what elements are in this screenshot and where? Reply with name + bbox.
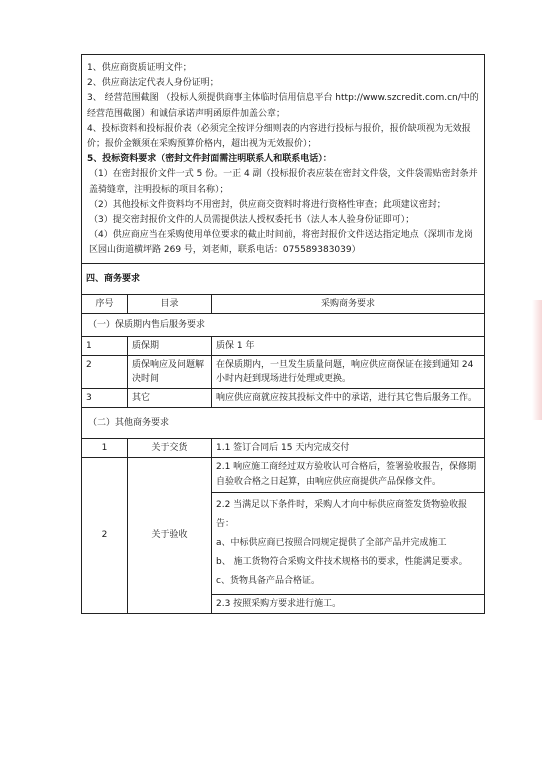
requirement-item: 4、投标资料和投标报价表（必须完全按评分细则表的内容进行投标与报价，报价缺项视为无效报价；报价金额须在采购预算价格内，超出视为无效报价）； [87,123,471,150]
row-content: 在保质期内，一旦发生质量问题，响应供应商保证在接到通知 24 小时内赶到现场进行处理或更换。 [212,355,485,388]
row-content: 1.1 签订合同后 15 天内完成交付 [212,438,485,457]
row-no: 2 [82,457,128,613]
requirement-item: （4）供应商应当在采购使用单位要求的截止时间前，将密封报价文件送达指定地点（深圳市龙岗区园山街道横坪路 269 号，刘老师，联系电话：075589383039） [89,230,473,256]
requirement-item: 1、供应商资质证明文件； [87,63,192,73]
section-title: 四、商务要求 [82,263,485,294]
row-item: 质保响应及问题解决时间 [128,355,212,388]
row-no: 2 [82,355,128,388]
header-no: 序号 [82,294,128,313]
acceptance-clause-2-1: 2.1 响应施工商经过双方验收认可合格后，签署验收报告，保修期自验收合格之日起算，由响应供应商提供产品保修文件。 [212,457,485,492]
header-content: 采购商务要求 [212,294,485,313]
row-no: 3 [82,388,128,407]
sub-section-warranty: （一）保质期内售后服务要求 [82,313,485,336]
row-no: 1 [82,336,128,355]
acceptance-clause-2-2 [212,492,485,594]
row-item: 质保期 [128,336,212,355]
row-item: 关于验收 [128,457,212,613]
seal-stamp-edge [532,300,542,420]
row-content: 质保 1 年 [212,336,485,355]
acceptance-intro: 2.2 当满足以下条件时，采购人才向中标供应商签发货物验收报告： [216,499,468,529]
tender-document-table [81,54,485,614]
acceptance-clause-2-3: 2.3 按照采购方要求进行施工。 [212,594,485,613]
requirement-item: 5、投标资料要求（密封文件封面需注明联系人和联系电话）： [87,154,332,165]
acceptance-condition-a: a、中标供应商已按照合同规定提供了全部产品并完成施工 [216,537,447,548]
row-content: 响应供应商就应按其投标文件中的承诺，进行其它售后服务工作。 [212,388,485,407]
row-item: 其它 [128,388,212,407]
acceptance-condition-b: b、 施工货物符合采购文件技术规格书的要求，性能满足要求。 [216,556,468,567]
requirement-item: 2、供应商法定代表人身份证明； [87,78,219,89]
row-no: 1 [82,438,128,457]
row-item: 关于交货 [128,438,212,457]
bid-requirements-cell [82,55,485,264]
requirement-item: 3、 经营范围截图 （投标人须提供商事主体临时信用信息平台 http://www.szcredit.com.cn/中的经营范围截图）和诚信承诺声明函原件加盖公章； [87,93,479,119]
requirement-item: （3）提交密封报价文件的人员需提供法人授权委托书（法人本人验身份证即可）； [89,215,415,226]
requirement-item: （2）其他投标文件资料均不用密封，供应商交资料时将进行资格性审查；此项建议密封； [89,199,446,210]
sub-section-other: （二）其他商务要求 [82,407,485,438]
header-item: 目录 [128,294,212,313]
acceptance-condition-c: c、货物具备产品合格证。 [216,575,320,586]
requirement-item: （1）在密封报价文件一式 5 份。一正 4 副（投标报价表应装在密封文件袋，文件袋需贴密封条并盖骑缝章，注明投标的项目名称）； [89,169,478,195]
